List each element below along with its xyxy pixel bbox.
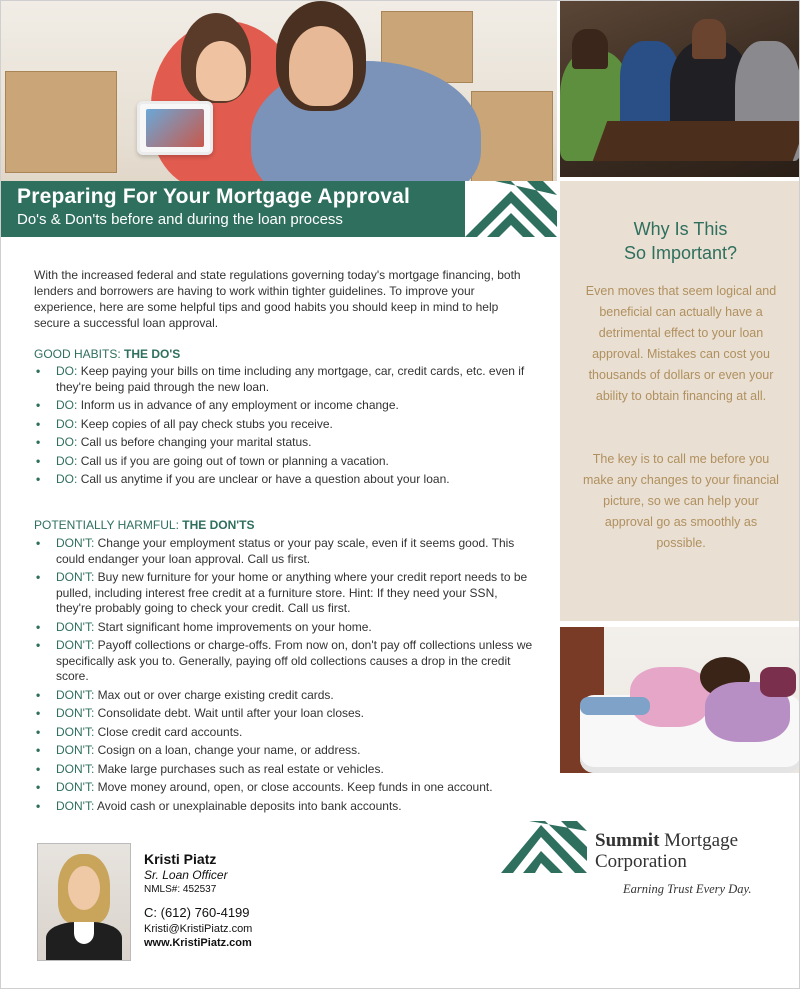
page-subtitle: Do's & Don'ts before and during the loan process (17, 211, 343, 228)
agent-contact-block (144, 851, 252, 949)
list-item: • DO: Call us if you are going out of town or planning a vacation. (36, 453, 389, 468)
phone-selfie-icon (137, 101, 213, 155)
list-item: • DON'T: Payoff collections or charge-offs. From now on, don't pay off collections unless we specifically ask you to. Generally, paying off old collections causes a drop in the credit score. (36, 638, 533, 683)
list-item: • DO: Call us anytime if you are unclear or have a question about your loan. (36, 472, 450, 486)
agent-name: Kristi Piatz (144, 851, 217, 867)
chevron-logo-icon (465, 181, 557, 237)
company-name: Summit Mortgage Corporation (595, 830, 739, 872)
list-item: • DON'T: Make large purchases such as real estate or vehicles. (36, 761, 384, 776)
list-item: • DO: Keep copies of all pay check stubs you receive. (36, 416, 333, 431)
meeting-photo (560, 1, 800, 177)
list-item: • DO: Inform us in advance of any employment or income change. (36, 398, 399, 412)
list-item: • DON'T: Buy new furniture for your home or anything where your credit report needs to be pulled, including interest free credit at a furniture store. Hint: If they need your SSN, they're probably going to check your credit. Call us first. (36, 570, 528, 615)
list-item: • DON'T: Avoid cash or unexplainable deposits into bank accounts. (36, 798, 402, 813)
donts-heading: POTENTIALLY HARMFUL: THE DON'TS (34, 518, 255, 532)
donts-list (34, 536, 534, 817)
page-title: Preparing For Your Mortgage Approval (17, 185, 411, 208)
agent-nmls: NMLS#: 452537 (144, 884, 217, 895)
intro-paragraph: With the increased federal and state regulations governing today's mortgage financing, both lenders and borrowers are having to work within tighter guidelines. To improve your experience, here are some helpful tips and good habits you should keep in mind to help secure a successful loan approval. (34, 268, 521, 330)
family-photo (560, 627, 800, 773)
dos-list (34, 364, 534, 491)
company-tagline: Earning Trust Every Day. (623, 882, 752, 896)
list-item: • DON'T: Close credit card accounts. (36, 724, 243, 739)
list-item: • DON'T: Consolidate debt. Wait until after your loan closes. (36, 706, 365, 720)
sidebar-heading: Why Is This So Important? (623, 219, 738, 263)
agent-website-link[interactable]: www.KristiPiatz.com (144, 937, 252, 949)
sidebar-paragraph-1: Even moves that seem logical and beneficial can actually have a detrimental effect to your loan approval. Mistakes can cost you thousands of dollars or even your ability to obtain financing at all. (585, 284, 777, 403)
list-item: • DON'T: Change your employment status or your pay scale, even if it seems good. This could endanger your loan approval. Call us first. (36, 536, 515, 566)
list-item: • DO: Keep paying your bills on time including any mortgage, car, credit cards, etc. even if they're being paid through the new loan. (36, 364, 525, 394)
list-item: • DON'T: Max out or over charge existing credit cards. (36, 687, 334, 702)
agent-title: Sr. Loan Officer (144, 868, 228, 882)
agent-phone[interactable]: C: (612) 760-4199 (144, 905, 250, 920)
list-item: • DON'T: Cosign on a loan, change your name, or address. (36, 743, 361, 757)
agent-email-link[interactable]: Kristi@KristiPiatz.com (144, 923, 253, 935)
list-item: • DO: Call us before changing your marital status. (36, 435, 312, 449)
agent-headshot (37, 843, 131, 961)
dos-heading: GOOD HABITS: THE DO'S (34, 347, 181, 361)
why-important-sidebar (560, 181, 800, 621)
summit-logo-icon (501, 821, 587, 873)
sidebar-paragraph-2: The key is to call me before you make any changes to your financial picture, so we can help your approval go as smoothly as possible. (583, 452, 779, 550)
title-banner (1, 181, 557, 237)
list-item: • DON'T: Start significant home improvements on your home. (36, 619, 372, 634)
list-item: • DON'T: Move money around, open, or close accounts. Keep funds in one account. (36, 780, 493, 794)
